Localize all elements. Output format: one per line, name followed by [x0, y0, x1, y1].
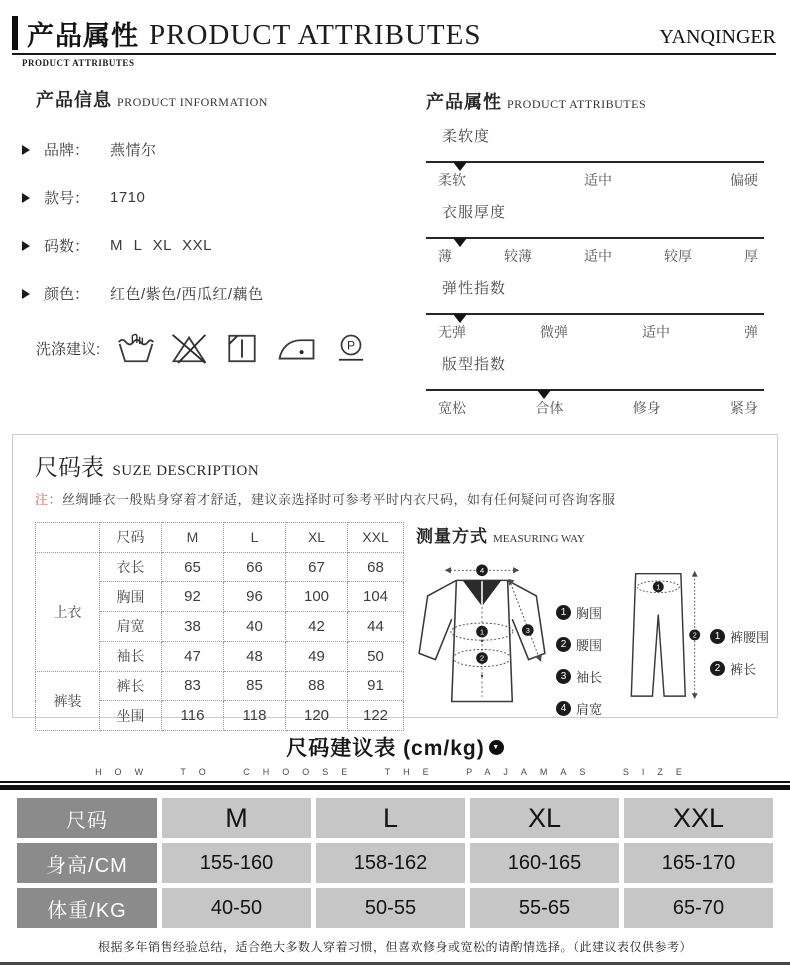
- measuring-title-en: MEASURING WAY: [493, 533, 585, 545]
- header-title-en: PRODUCT ATTRIBUTES: [149, 19, 482, 51]
- product-info-title-zh: 产品信息: [36, 90, 112, 110]
- product-attrs-title-en: PRODUCT ATTRIBUTES: [507, 97, 647, 111]
- size-chart-note: 注：丝绸睡衣一般贴身穿着才舒适，建议亲选择时可参考平时内衣尺码，如有任何疑问可咨询客服: [35, 492, 616, 507]
- bullet-triangle-icon: [22, 289, 30, 299]
- header-accent-bar: [12, 16, 18, 50]
- info-item-style-no: 款号： 1710: [36, 187, 426, 208]
- bullet-triangle-icon: [22, 145, 30, 155]
- slider-marker-icon: [453, 314, 467, 323]
- svg-text:2: 2: [479, 653, 485, 663]
- recommend-subtitle: HOW TO CHOOSE THE PAJAMAS SIZE: [95, 767, 695, 777]
- size-table-corner: [36, 523, 100, 553]
- table-row: 胸围 92 96 100 104: [36, 582, 404, 612]
- divider-thin: [0, 781, 790, 783]
- divider-thick: [0, 785, 790, 790]
- table-row: 肩宽 38 40 42 44: [36, 612, 404, 642]
- pants-measure-legend: [710, 627, 769, 691]
- svg-text:1: 1: [656, 582, 661, 592]
- iron-low-icon: [275, 332, 319, 365]
- table-row: 坐围 116 118 120 122: [36, 701, 404, 731]
- jacket-measure-legend: [556, 603, 602, 731]
- header-title-zh: 产品属性: [27, 21, 139, 51]
- product-attrs-title-zh: 产品属性: [426, 92, 502, 112]
- header-sub-label: PRODUCT ATTRIBUTES: [22, 58, 135, 68]
- table-row: 身高/CM 155-160 158-162 160-165 165-170: [17, 843, 773, 883]
- size-chart-section: [12, 434, 778, 725]
- product-attrs-column: [426, 86, 768, 418]
- size-chart-title-zh: 尺码表: [35, 455, 104, 480]
- group-pants: 裤装: [36, 671, 100, 730]
- slider-fit: 版型指数 宽松 合体 修身 紧身: [426, 353, 768, 418]
- legend-item: 1 胸围: [556, 603, 602, 622]
- measuring-way: [404, 522, 769, 731]
- recommend-title: 尺码建议表 (cm/kg): [286, 737, 485, 760]
- drip-dry-icon: [222, 332, 262, 365]
- page-header: [0, 0, 790, 68]
- info-item-brand: 品牌： 燕情尔: [36, 139, 426, 160]
- no-bleach-icon: [169, 332, 209, 365]
- table-row: 裤装 裤长 83 85 88 91: [36, 671, 404, 701]
- slider-track: [426, 313, 764, 324]
- recommend-footnote: 根据多年销售经验总结，适合绝大多数人穿着习惯，但喜欢修身或宽松的请酌情选择。（此建议表仅供参考）: [97, 940, 692, 954]
- table-row: 尺码 M L XL XXL: [17, 798, 773, 838]
- legend-item: 1 裤腰围: [710, 627, 769, 646]
- table-row: 上衣 衣长 65 66 67 68: [36, 552, 404, 582]
- svg-text:1: 1: [479, 627, 485, 637]
- size-chart-title-en: SUZE DESCRIPTION: [112, 463, 260, 479]
- svg-text:3: 3: [525, 625, 530, 635]
- brand-name: YANQINGER: [659, 26, 776, 48]
- bullet-triangle-icon: [22, 241, 30, 251]
- slider-track: [426, 161, 764, 172]
- info-section: [0, 68, 790, 418]
- wash-care-row: [36, 332, 426, 365]
- wash-care-label: 洗涤建议:: [36, 341, 101, 358]
- group-top: 上衣: [36, 552, 100, 671]
- legend-item: 2 腰围: [556, 635, 602, 654]
- svg-text:2: 2: [692, 630, 697, 640]
- slider-softness: 柔软度 柔软 适中 偏硬: [426, 125, 768, 190]
- slider-elasticity: 弹性指数 无弹 微弹 适中 弹: [426, 277, 768, 342]
- dry-clean-p-icon: [332, 332, 370, 365]
- measuring-title-zh: 测量方式: [416, 527, 488, 546]
- table-row: 体重/KG 40-50 50-55 55-65 65-70: [17, 888, 773, 928]
- recommend-table: [12, 793, 778, 933]
- legend-item: 4 肩宽: [556, 699, 602, 718]
- slider-marker-icon: [537, 390, 551, 399]
- svg-text:P: P: [347, 338, 356, 353]
- pajama-top-diagram: [416, 555, 548, 723]
- hand-wash-icon: [116, 332, 156, 365]
- legend-item: 2 裤长: [710, 659, 769, 678]
- pajama-pants-diagram: [616, 555, 702, 717]
- size-recommend-section: [0, 732, 790, 965]
- slider-marker-icon: [453, 238, 467, 247]
- product-info-title-en: PRODUCT INFORMATION: [117, 95, 268, 109]
- down-arrow-circle-icon: ▼: [489, 740, 504, 755]
- size-table: 尺码 M L XL XXL 上衣 衣长 65 66 67 68 胸围 92 96 100 104 肩宽 38 40 42 44 袖长 47 48 49 50 裤装 裤长 83 85 88 91 坐围 116 118 120 122: [35, 522, 404, 731]
- info-item-colors: 颜色： 红色/紫色/西瓜红/藕色: [36, 283, 426, 304]
- info-item-sizes: 码数： M L XL XXL: [36, 235, 426, 256]
- table-row: 袖长 47 48 49 50: [36, 641, 404, 671]
- slider-track: [426, 389, 764, 400]
- legend-item: 3 袖长: [556, 667, 602, 686]
- svg-text:4: 4: [479, 566, 485, 575]
- product-info-column: [36, 86, 426, 418]
- bullet-triangle-icon: [22, 193, 30, 203]
- slider-track: [426, 237, 764, 248]
- slider-thickness: 衣服厚度 薄 较薄 适中 较厚 厚: [426, 201, 768, 266]
- slider-marker-icon: [453, 162, 467, 171]
